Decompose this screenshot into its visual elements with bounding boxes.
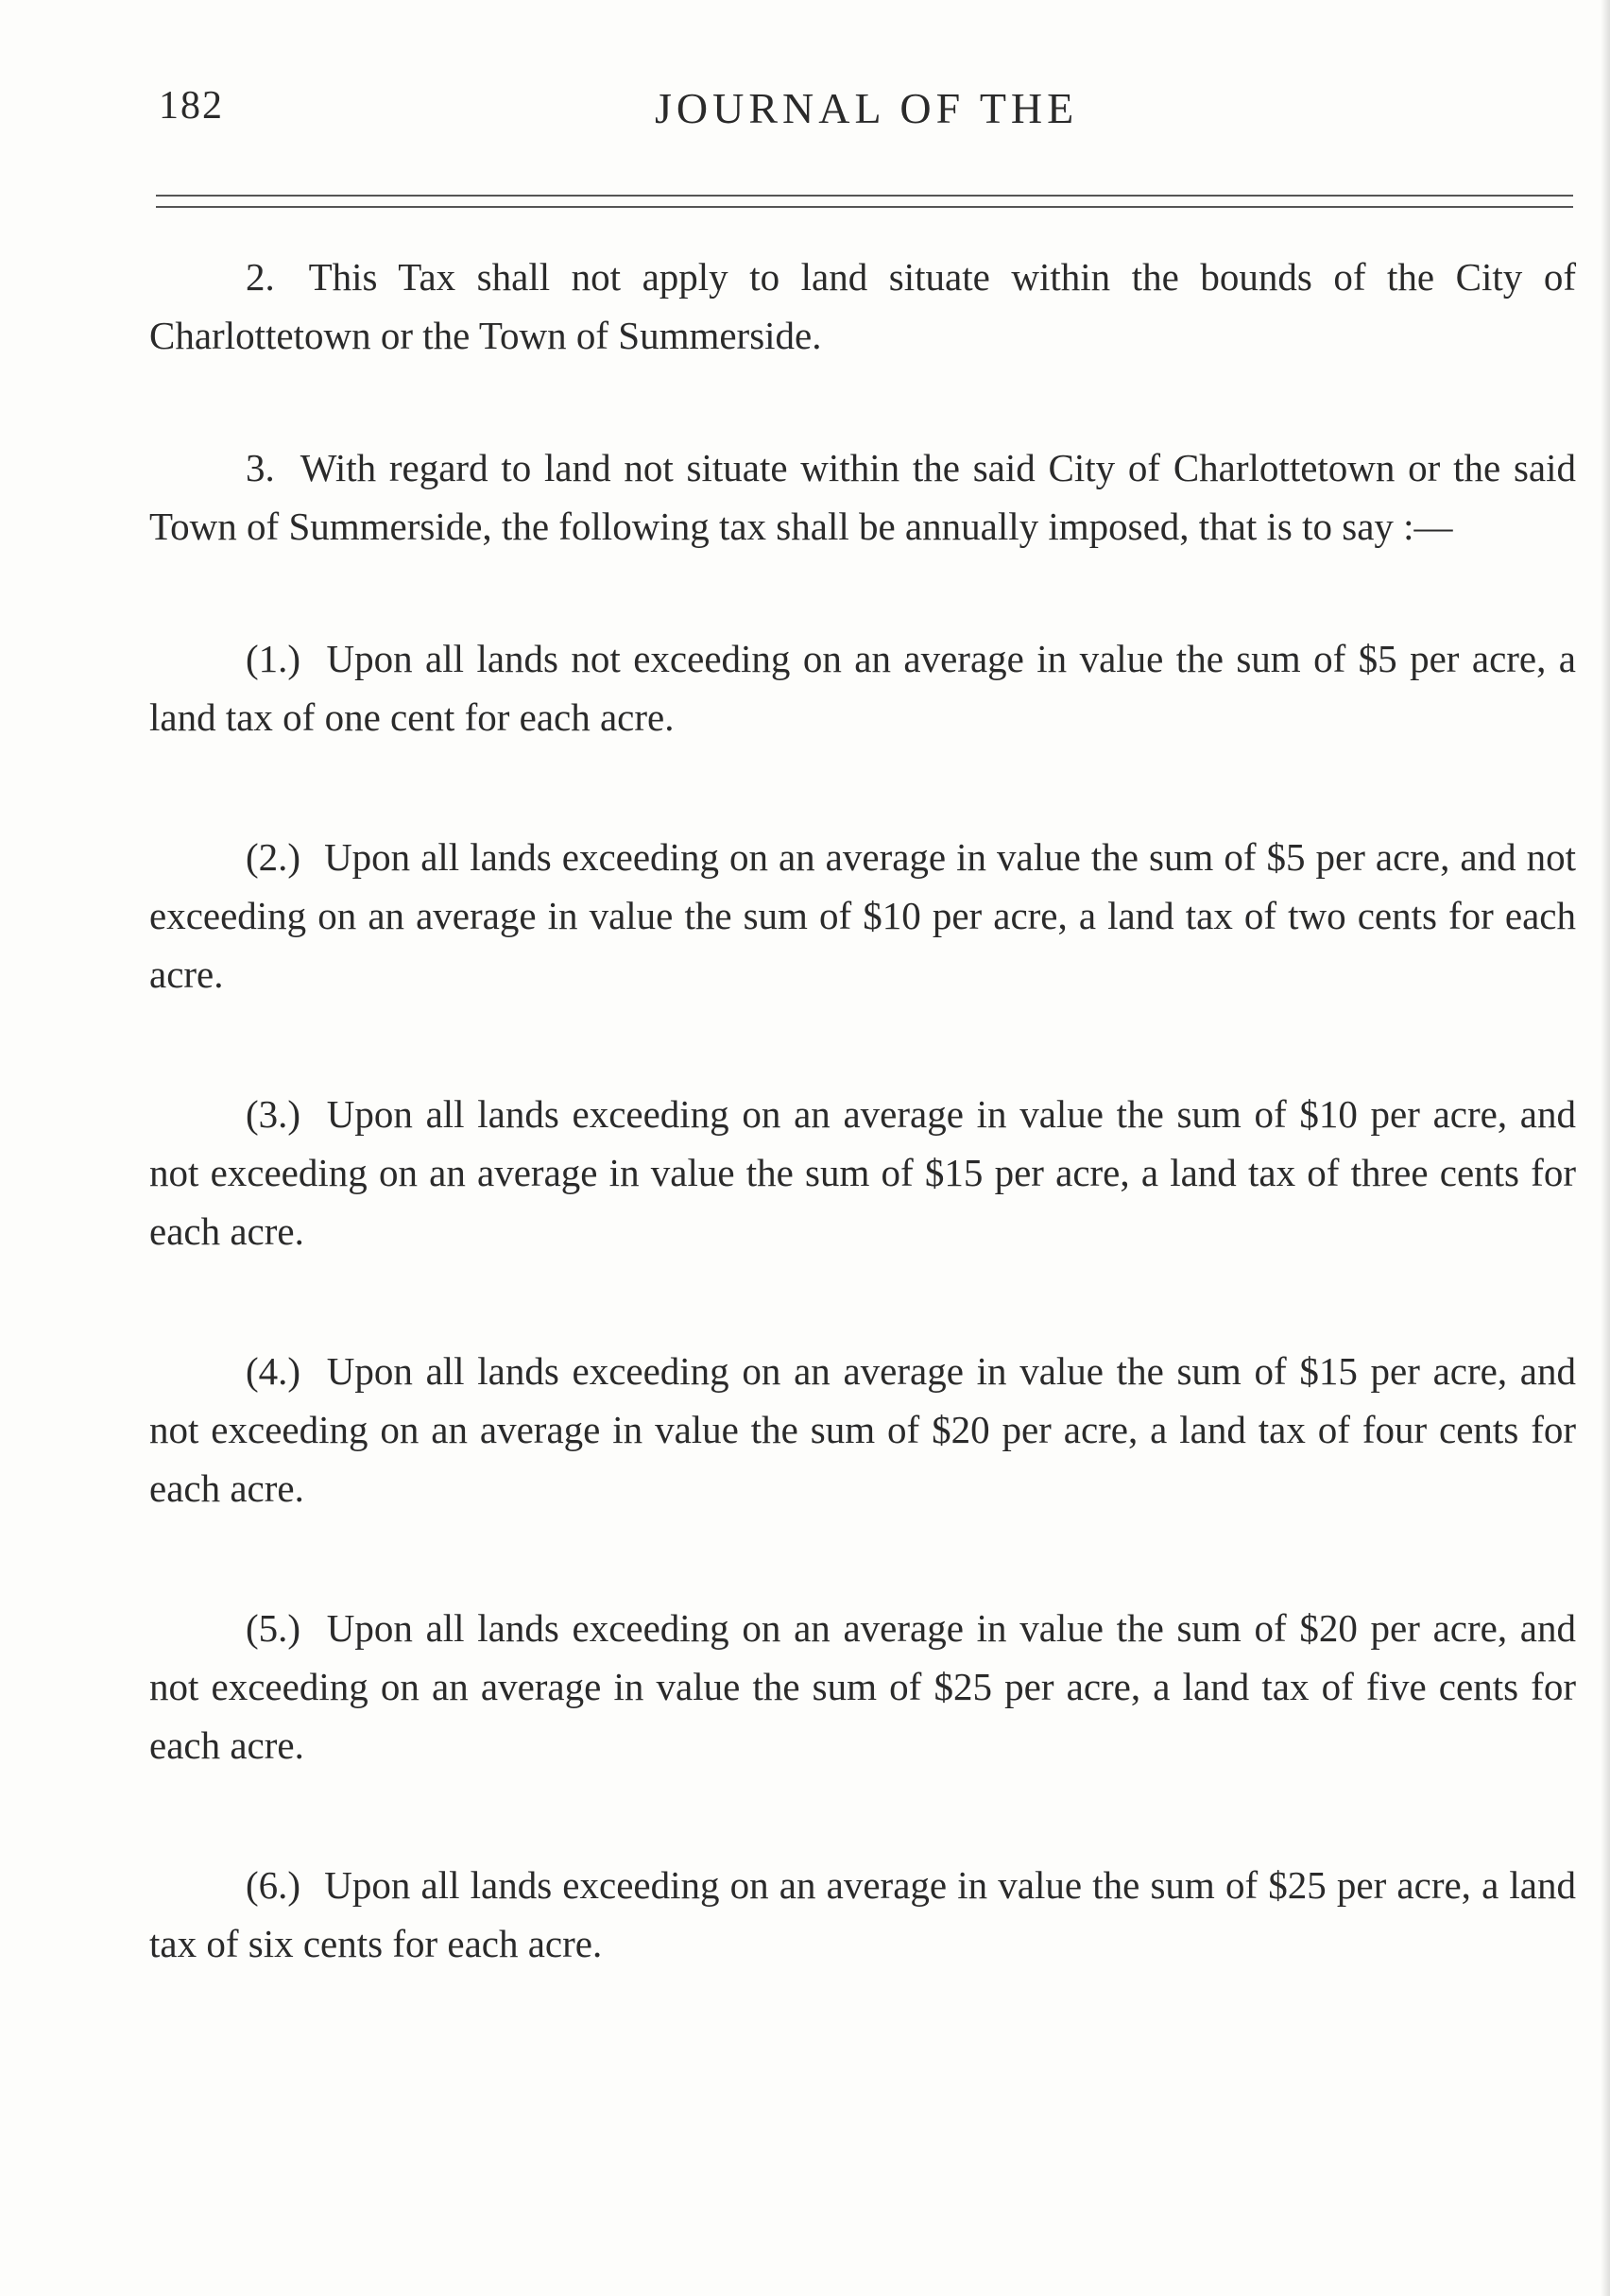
clause-text: Upon all lands exceeding on an average in value the sum of $20 per acre, and not exceeding on an average in value the sum of $25 per acre, a land tax of five cents for each acre. <box>149 1606 1576 1767</box>
running-title: JOURNAL OF THE <box>655 84 1079 132</box>
clause-3 <box>149 1085 1576 1260</box>
section-3 <box>149 438 1576 556</box>
clause-number: (5.) <box>246 1606 301 1650</box>
page-number: 182 <box>159 84 224 128</box>
clause-number: (2.) <box>246 835 301 879</box>
clause-number: (1.) <box>246 637 301 680</box>
header-rule-top <box>156 195 1573 197</box>
clause-4 <box>149 1342 1576 1517</box>
section-text: This Tax shall not apply to land situate within the bounds of the City of Charlottetown or the Town of Summerside. <box>149 255 1576 357</box>
clause-number: (3.) <box>246 1092 301 1136</box>
page-edge-shadow <box>1601 0 1610 2296</box>
header-rule-bottom <box>156 206 1573 208</box>
clause-number: (4.) <box>246 1349 301 1393</box>
clause-5 <box>149 1599 1576 1774</box>
clause-number: (6.) <box>246 1863 301 1907</box>
section-2 <box>149 248 1576 365</box>
running-head <box>159 83 1576 149</box>
clause-6 <box>149 1856 1576 1973</box>
clause-2 <box>149 828 1576 1003</box>
clause-text: Upon all lands not exceeding on an average in value the sum of $5 per acre, a land tax of one cent for each acre. <box>149 637 1576 739</box>
clause-text: Upon all lands exceeding on an average in value the sum of $25 per acre, a land tax of six cents for each acre. <box>149 1863 1577 1965</box>
section-text: With regard to land not situate within the said City of Charlottetown or the said Town of Summerside, the following tax shall be annually imposed, that is to say :— <box>149 446 1576 548</box>
section-number: 2. <box>246 255 275 299</box>
section-number: 3. <box>246 446 275 489</box>
body-text <box>149 248 1576 2054</box>
clause-text: Upon all lands exceeding on an average in value the sum of $10 per acre, and not exceeding on an average in value the sum of $15 per acre, a land tax of three cents for each acre. <box>149 1092 1576 1253</box>
clause-text: Upon all lands exceeding on an average in value the sum of $15 per acre, and not exceeding on an average in value the sum of $20 per acre, a land tax of four cents for each acre. <box>149 1349 1576 1510</box>
clause-text: Upon all lands exceeding on an average in value the sum of $5 per acre, and not exceeding on an average in value the sum of $10 per acre, a land tax of two cents for each acre. <box>149 835 1576 996</box>
clause-1 <box>149 629 1576 746</box>
